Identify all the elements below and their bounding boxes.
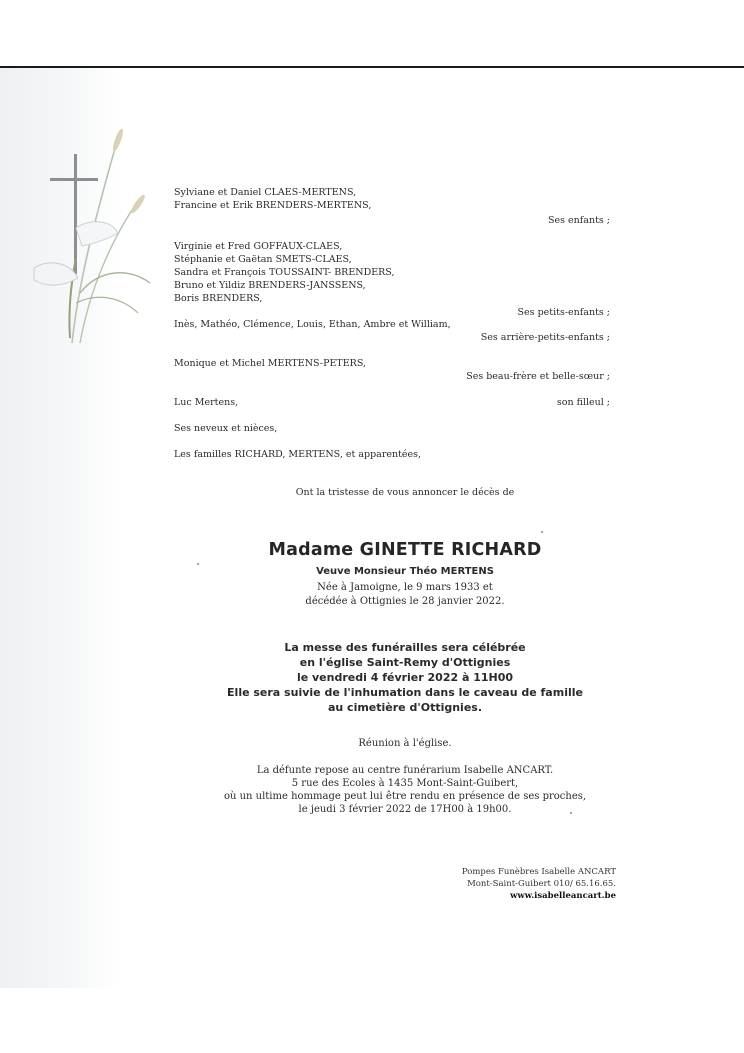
funeral-line: au cimetière d'Ottignies. xyxy=(327,701,483,714)
footer-company: Pompes Funèbres Isabelle ANCART xyxy=(461,867,616,877)
widow-of-line: Veuve Monsieur Théo MERTENS xyxy=(316,566,494,577)
lily-flower-2 xyxy=(34,263,78,285)
grandchild-name: Bruno et Yildiz BRENDERS-JANSSENS, xyxy=(174,280,366,291)
in-laws-names: Monique et Michel MERTENS-PETERS, xyxy=(174,358,367,369)
grandchild-name: Sandra et François TOUSSAINT- BRENDERS, xyxy=(174,267,395,278)
viewing-line: La défunte repose au centre funérarium Isabelle ANCART. xyxy=(256,765,554,776)
wheat-ear-2 xyxy=(129,193,147,214)
great-grandchildren-label: Ses arrière-petits-enfants ; xyxy=(480,332,610,343)
grandchildren-label: Ses petits-enfants ; xyxy=(517,307,610,318)
funeral-line: La messe des funérailles sera célébrée xyxy=(284,641,526,654)
footer-address-phone: Mont-Saint-Guibert 010/ 65.16.65. xyxy=(467,879,616,889)
children-label: Ses enfants ; xyxy=(548,215,610,226)
death-line: décédée à Ottignies le 28 janvier 2022. xyxy=(305,596,505,607)
funeral-line: en l'église Saint-Remy d'Ottignies xyxy=(299,656,511,669)
wheat-stem-2 xyxy=(80,198,140,343)
child-name: Sylviane et Daniel CLAES-MERTENS, xyxy=(174,187,357,198)
viewing-line: 5 rue des Ecoles à 1435 Mont-Saint-Guibert, xyxy=(291,778,519,789)
families-line: Les familles RICHARD, MERTENS, et apparentées, xyxy=(174,449,422,460)
lily-flower xyxy=(76,222,118,246)
scan-speck xyxy=(570,812,572,814)
grandchildren-names xyxy=(174,240,394,305)
wheat-ear xyxy=(111,128,125,153)
children-names xyxy=(174,186,371,212)
funeral-line: Elle sera suivie de l'inhumation dans le caveau de famille xyxy=(227,686,583,699)
birth-line: Née à Jamoigne, le 9 mars 1933 et xyxy=(317,582,493,593)
deceased-name xyxy=(140,540,670,560)
viewing-details xyxy=(140,764,670,816)
cross-vertical xyxy=(74,154,77,274)
scan-speck xyxy=(197,563,199,565)
cross-horizontal xyxy=(50,178,98,181)
godson-name: Luc Mertens, xyxy=(174,397,239,408)
name-text: GINETTE RICHARD xyxy=(359,540,542,560)
funeral-home-footer xyxy=(462,866,616,902)
leaf xyxy=(80,273,150,293)
godson-label: son filleul ; xyxy=(556,397,610,408)
great-grandchildren-names: Inès, Mathéo, Clémence, Louis, Ethan, Ambre et William, xyxy=(174,319,451,330)
grandchild-name: Stéphanie et Gaëtan SMETS-CLAES, xyxy=(174,254,352,265)
funeral-details xyxy=(140,640,670,715)
grandchild-name: Virginie et Fred GOFFAUX-CLAES, xyxy=(174,241,343,252)
in-laws-label: Ses beau-frère et belle-sœur ; xyxy=(466,371,610,382)
footer-website: www.isabelleancart.be xyxy=(510,891,616,901)
lily-cross-illustration xyxy=(20,118,160,358)
name-prefix: Madame xyxy=(268,540,354,560)
grandchild-name: Boris BRENDERS, xyxy=(174,293,263,304)
scan-speck xyxy=(541,531,543,533)
announcement-intro: Ont la tristesse de vous annoncer le décès de xyxy=(295,487,515,498)
nephews-line: Ses neveux et nièces, xyxy=(174,423,278,434)
funeral-line: le vendredi 4 février 2022 à 11H00 xyxy=(296,671,514,684)
viewing-line: où un ultime hommage peut lui être rendu en présence de ses proches, xyxy=(223,791,587,802)
child-name: Francine et Erik BRENDERS-MERTENS, xyxy=(174,200,372,211)
viewing-line: le jeudi 3 février 2022 de 17H00 à 19h00. xyxy=(298,804,512,815)
leaf-2 xyxy=(76,297,138,313)
reunion-line: Réunion à l'église. xyxy=(358,738,452,749)
